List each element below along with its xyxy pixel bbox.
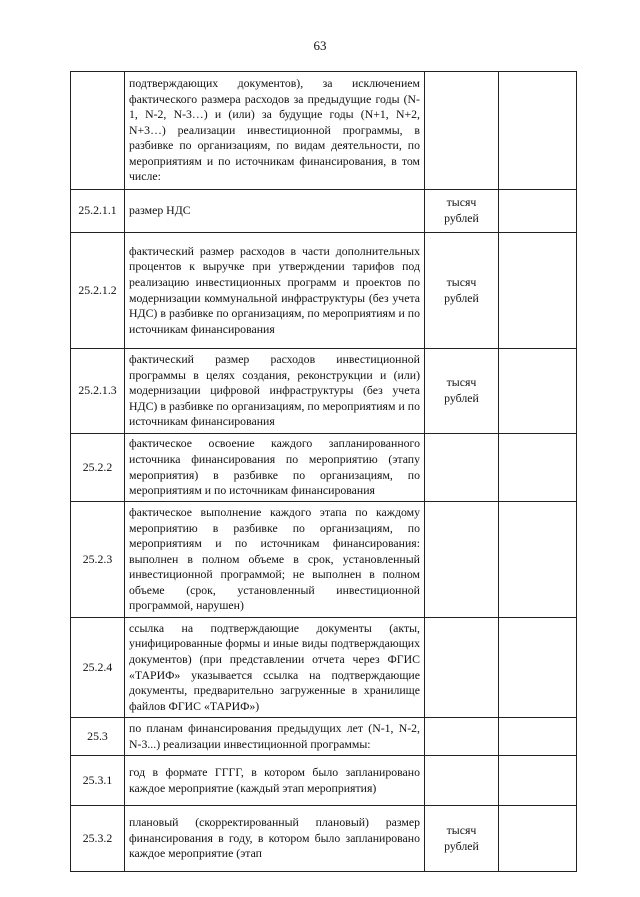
table-row [71, 190, 577, 233]
empty-cell [499, 72, 577, 190]
row-description: фактический размер расходов в части дополнительных процентов к выручке при утверждении тарифов под реализацию инвестиционных программ и проектов по модернизации коммунальной инфраструктуры (без учета НДС) в разбивке по организациям, по мероприятиям и по источникам финансирования [125, 233, 425, 349]
row-unit [425, 718, 499, 756]
table-row [71, 618, 577, 718]
requirements-table [70, 71, 577, 872]
row-unit [425, 618, 499, 718]
row-description: ссылка на подтверждающие документы (акты, унифицированные формы и иные виды подтверждающих документов) (при представлении отчета через ФГИС «ТАРИФ» указывается ссылка на подтверждающие документы, предварительно загруженные в хранилище файлов ФГИС «ТАРИФ») [125, 618, 425, 718]
table-row [71, 756, 577, 806]
row-description: размер НДС [125, 190, 425, 233]
empty-cell [499, 349, 577, 434]
row-number: 25.2.3 [71, 502, 125, 618]
row-unit [425, 72, 499, 190]
empty-cell [499, 233, 577, 349]
row-number: 25.2.4 [71, 618, 125, 718]
row-unit [425, 434, 499, 502]
row-description: по планам финансирования предыдущих лет (N-1, N-2, N-3...) реализации инвестиционной программы: [125, 718, 425, 756]
row-number: 25.2.1.3 [71, 349, 125, 434]
row-unit: тысяч рублей [425, 349, 499, 434]
empty-cell [499, 190, 577, 233]
table-row [71, 72, 577, 190]
row-number: 25.2.1.2 [71, 233, 125, 349]
row-number: 25.3.2 [71, 806, 125, 872]
row-description: фактическое освоение каждого запланированного источника финансирования по мероприятию (этапу мероприятия) в разбивке по организациям, по мероприятиям и по источникам финансирования [125, 434, 425, 502]
row-unit: тысяч рублей [425, 190, 499, 233]
row-description: плановый (скорректированный плановый) размер финансирования в году, в котором было запланировано каждое мероприятие (этап [125, 806, 425, 872]
row-description: фактический размер расходов инвестиционной программы в целях создания, реконструкции и (или) модернизации цифровой инфраструктуры (без учета НДС) в разбивке по организациям, по мероприятиям и по источникам финансирования [125, 349, 425, 434]
row-description: подтверждающих документов), за исключением фактического размера расходов за предыдущие годы (N-1, N-2, N-3…) и (или) за будущие годы (N+1, N+2, N+3…) реализации инвестиционной программы, в разбивке по организациям, по видам деятельности, по мероприятиям и по источникам финансирования, в том числе: [125, 72, 425, 190]
empty-cell [499, 502, 577, 618]
row-description: фактическое выполнение каждого этапа по каждому мероприятию в разбивке по организациям, по мероприятиям и по источникам финансирования: выполнен в полном объеме в срок, установленный инвестиционной программой; не выполнен в полном объеме (срок, установленный инвестиционной программой, нарушен) [125, 502, 425, 618]
row-unit: тысяч рублей [425, 806, 499, 872]
table-row [71, 502, 577, 618]
row-unit [425, 502, 499, 618]
page-number: 63 [313, 38, 327, 53]
row-number [71, 72, 125, 190]
table-row [71, 806, 577, 872]
table-row [71, 233, 577, 349]
empty-cell [499, 756, 577, 806]
empty-cell [499, 434, 577, 502]
row-unit: тысяч рублей [425, 233, 499, 349]
row-unit [425, 756, 499, 806]
table-row [71, 349, 577, 434]
row-description: год в формате ГГГГ, в котором было запланировано каждое мероприятие (каждый этап мероприятия) [125, 756, 425, 806]
empty-cell [499, 718, 577, 756]
table-row [71, 718, 577, 756]
row-number: 25.2.2 [71, 434, 125, 502]
empty-cell [499, 806, 577, 872]
row-number: 25.2.1.1 [71, 190, 125, 233]
table-row [71, 434, 577, 502]
empty-cell [499, 618, 577, 718]
row-number: 25.3 [71, 718, 125, 756]
row-number: 25.3.1 [71, 756, 125, 806]
